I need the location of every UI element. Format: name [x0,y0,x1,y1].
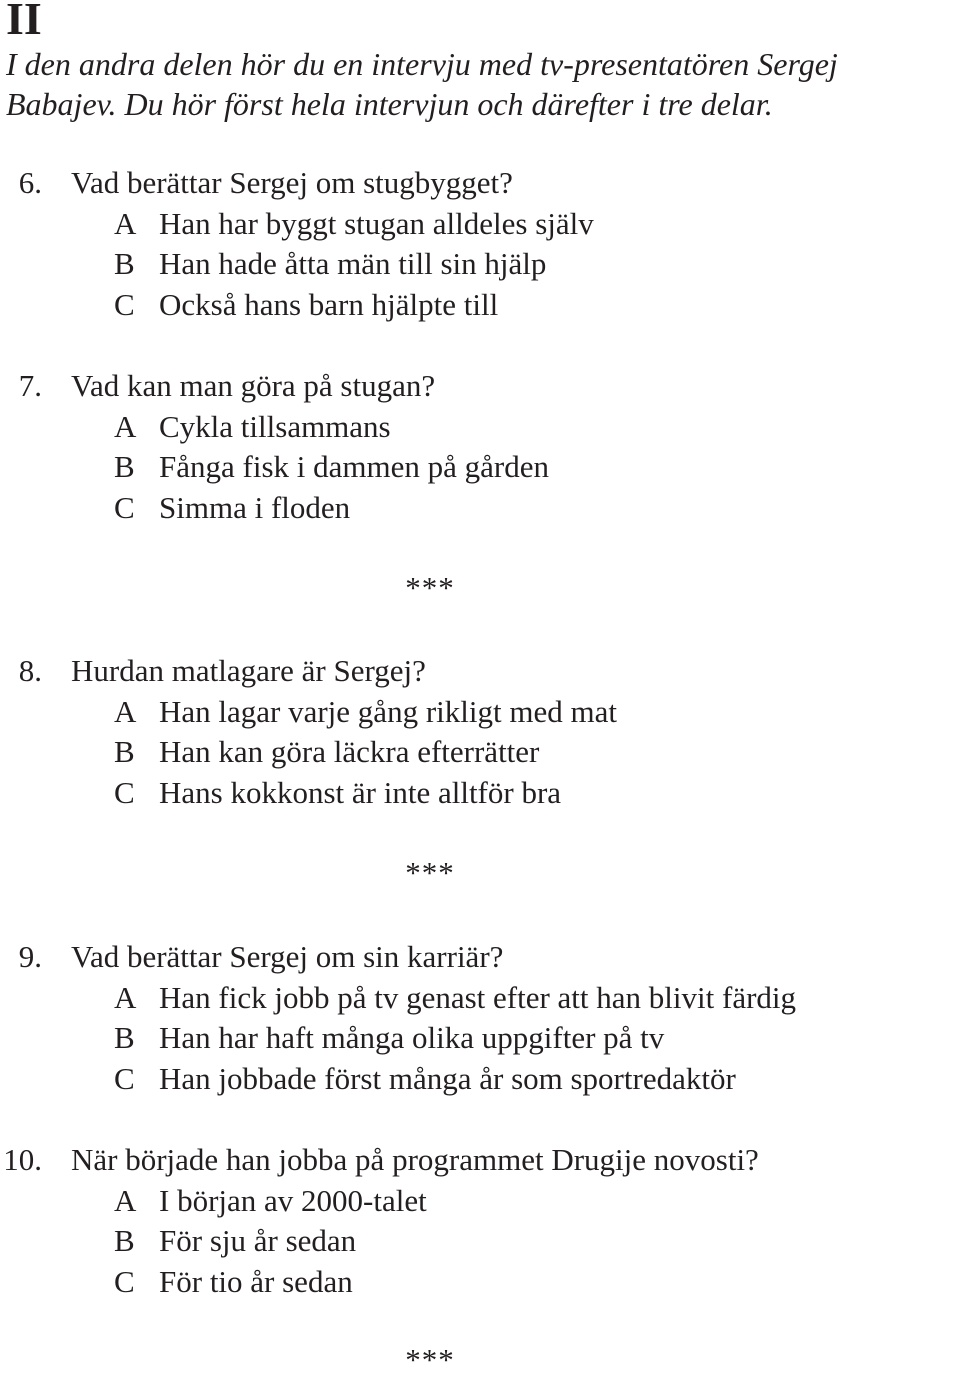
intro-paragraph [6,44,958,124]
option-row [0,732,960,773]
intro-line: Babajev. Du hör först hela intervjun och därefter i tre delar. [6,86,773,122]
option-letter: A [114,205,137,241]
option-letter: B [114,449,135,485]
option-letter: C [114,774,135,810]
question-line [0,366,960,407]
question-text: När började han jobba på programmet Drugije novosti? [71,1142,759,1177]
question-text: Vad berättar Sergej om stugbygget? [71,165,513,200]
option-text: För tio år sedan [159,1263,353,1299]
option-row [0,285,960,326]
option-letter: C [114,286,135,322]
option-row [0,1018,960,1059]
option-row [0,407,960,448]
option-text: Han kan göra läckra efterrätter [159,734,540,770]
option-letter: C [114,1060,135,1096]
option-letter: B [114,734,135,770]
option-letter: A [114,979,137,1015]
option-row [0,773,960,814]
question-10 [0,1140,960,1302]
option-row [0,1262,960,1303]
option-letter: A [114,408,137,444]
option-text: För sju år sedan [159,1223,357,1259]
section-separator: *** [405,570,455,605]
option-letter: A [114,693,137,729]
option-text: Simma i floden [159,489,351,525]
question-6 [0,163,960,325]
question-number: 9. [18,939,42,974]
option-letter: B [114,1223,135,1259]
question-text: Hurdan matlagare är Sergej? [71,653,426,688]
question-line [0,651,960,692]
option-row [0,447,960,488]
section-heading: II [6,0,42,44]
section-separator: *** [405,1342,455,1377]
question-number: 8. [18,653,42,688]
option-text: Han jobbade först många år som sportredaktör [159,1060,736,1096]
option-text: Han har byggt stugan alldeles själv [159,205,594,241]
question-line [0,1140,960,1181]
option-row [0,1181,960,1222]
question-text: Vad kan man göra på stugan? [71,368,436,403]
option-letter: A [114,1182,137,1218]
section-separator: *** [405,855,455,890]
intro-line: I den andra delen hör du en intervju med tv-presentatören Sergej [6,46,838,82]
option-row [0,978,960,1019]
question-number: 7. [18,368,42,403]
question-9 [0,937,960,1099]
option-text: Han lagar varje gång rikligt med mat [159,693,617,729]
option-row [0,204,960,245]
question-line [0,163,960,204]
option-text: Också hans barn hjälpte till [159,286,499,322]
option-row [0,692,960,733]
option-text: Han fick jobb på tv genast efter att han blivit färdig [159,979,797,1015]
question-number: 10. [3,1142,42,1177]
option-row [0,1059,960,1100]
option-row [0,1221,960,1262]
question-line [0,937,960,978]
option-letter: B [114,1020,135,1056]
option-text: Cykla tillsammans [159,408,391,444]
option-letter: C [114,489,135,525]
option-letter: C [114,1263,135,1299]
question-text: Vad berättar Sergej om sin karriär? [71,939,504,974]
option-text: Han hade åtta män till sin hjälp [159,246,547,282]
option-text: Hans kokkonst är inte alltför bra [159,774,562,810]
question-number: 6. [18,165,42,200]
option-text: I början av 2000-talet [159,1182,427,1218]
question-8 [0,651,960,813]
option-letter: B [114,246,135,282]
option-text: Fånga fisk i dammen på gården [159,449,549,485]
question-7 [0,366,960,528]
option-row [0,488,960,529]
option-text: Han har haft många olika uppgifter på tv [159,1020,665,1056]
option-row [0,244,960,285]
